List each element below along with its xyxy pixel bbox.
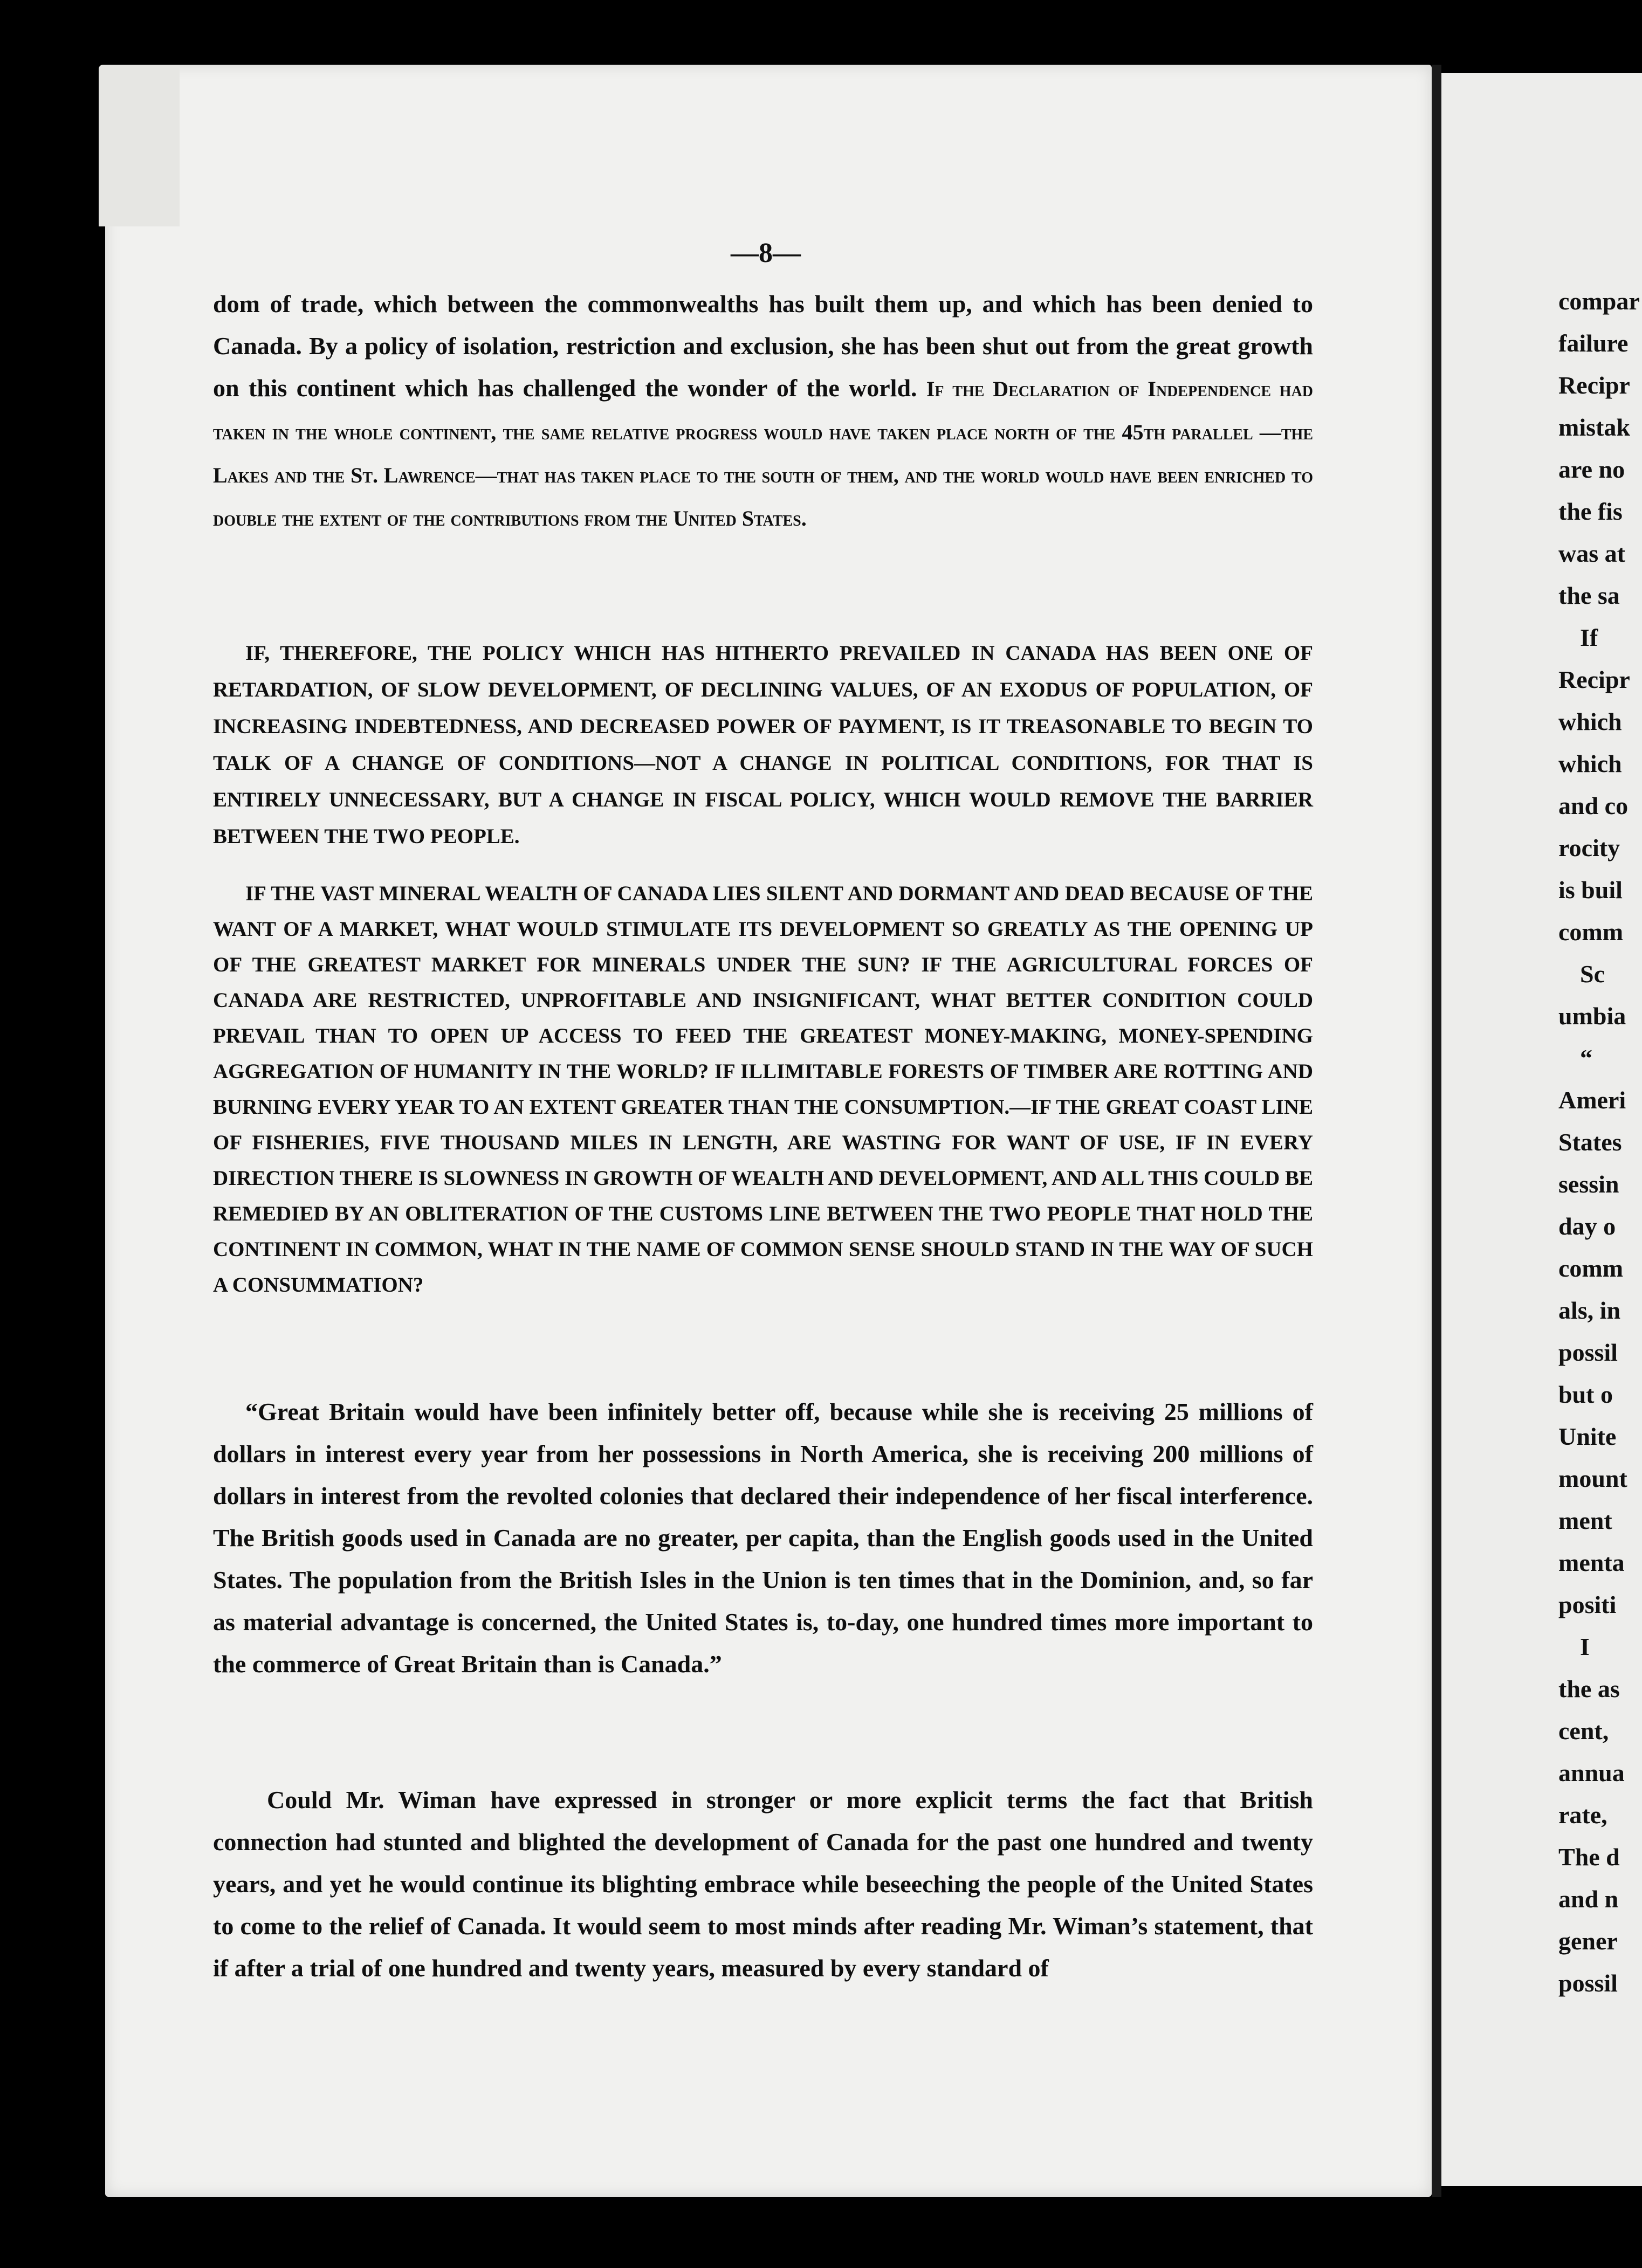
right-column-line: sessin — [1558, 1170, 1619, 1198]
right-column-line: Sc — [1580, 960, 1605, 988]
paragraph-4-quote: “Great Britain would have been infinitely better off, because while she is receiving 25 millions of dollars in interest every year from her possessions in North America, she is receiving 200 millions of dollars in interest from the revolted colonies that declared their independence of her fiscal interference. The British goods used in Canada are no greater, per capita, than the English goods used in the United States. The population from the British Isles in the Union is ten times that in the Dominion, and, so far as material advantage is concerned, the United States is, to-day, one hundred times more important to the commerce of Great Britain than is Canada.” — [213, 1398, 1313, 1678]
right-column-line: ment — [1558, 1507, 1612, 1534]
paragraph-1-emphasis: If the Declaration of Independence had taken in the whole continent, the same relative progress would have taken place north of the 45th parallel —the Lakes and the St. Lawrence—that has taken place to the south of them, and the world would have been enriched to double the extent of the contributions from the United States. — [213, 377, 1314, 530]
right-column-line: and n — [1558, 1885, 1619, 1913]
right-column-line: mount — [1558, 1465, 1627, 1492]
right-column-line: “ — [1580, 1044, 1592, 1072]
paragraph-2: IF, THEREFORE, THE POLICY WHICH HAS HITHERTO PREVAILED IN CANADA HAS BEEN ONE OF RETARDATION, OF SLOW DEVELOPMENT, OF DECLINING VALUES, OF AN EXODUS OF POPULATION, OF INCREASING INDEBTEDNESS, AND DECREASED POWER OF PAYMENT, IS IT TREASONABLE TO BEGIN TO TALK OF A CHANGE OF CONDITIONS—NOT A CHANGE IN POLITICAL CONDITIONS, FOR THAT IS ENTIRELY UNNECESSARY, BUT A CHANGE IN FISCAL POLICY, WHICH WOULD REMOVE THE BARRIER BETWEEN THE TWO PEOPLE. — [213, 642, 1313, 848]
paragraph-5: Could Mr. Wiman have expressed in stronger or more explicit terms the fact that British connection had stunted and blighted the development of Canada for the past one hundred and twenty years, and yet he would continue its blighting embrace while beseeching the people of the United States to come to the relief of Canada. It would seem to most minds after reading Mr. Wiman’s statement, that if after a trial of one hundred and twenty years, measured by every standard of — [213, 1786, 1313, 1982]
right-column-line: the as — [1558, 1675, 1620, 1702]
right-column-line: compar — [1558, 287, 1640, 315]
paragraph-1-text: dom of trade, which between the commonwealths has built them up, and which has been denied to Canada. By a policy of isolation, restriction and exclusion, she has been shut out from the great growth on this continent which has challenged the wonder of the world. — [213, 290, 1313, 402]
right-column-line: umbia — [1558, 1002, 1626, 1030]
right-column-line: mistak — [1558, 413, 1630, 441]
right-column-line: The d — [1558, 1843, 1620, 1871]
right-column-line: Unite — [1558, 1423, 1617, 1450]
right-column-line: Recipr — [1558, 371, 1630, 399]
right-column-line: gener — [1558, 1927, 1618, 1955]
right-column-line: is buil — [1558, 876, 1623, 904]
right-column-line: If — [1580, 624, 1598, 651]
right-column-line: possil — [1558, 1969, 1618, 1997]
right-column-line: annua — [1558, 1759, 1625, 1787]
right-column-line: the sa — [1558, 582, 1620, 609]
right-column-line: Ameri — [1558, 1086, 1626, 1114]
page-number: —8— — [731, 238, 801, 268]
right-column-line: menta — [1558, 1549, 1625, 1576]
right-column-line: but o — [1558, 1381, 1613, 1408]
right-column-line: rocity — [1558, 834, 1620, 861]
right-column-line: I — [1580, 1633, 1590, 1660]
right-column-fragments — [1558, 280, 1642, 2004]
right-column-line: States — [1558, 1128, 1622, 1156]
right-column-line: possil — [1558, 1339, 1618, 1366]
right-column-line: are no — [1558, 456, 1625, 483]
right-column-line: positi — [1558, 1591, 1617, 1618]
right-column-line: which — [1558, 750, 1622, 777]
right-column-line: and co — [1558, 792, 1629, 819]
right-column-line: als, in — [1558, 1297, 1621, 1324]
page-gutter — [1432, 65, 1441, 2197]
right-column-line: failure — [1558, 329, 1629, 357]
paragraph-1 — [213, 283, 1313, 540]
paragraph-3: IF THE VAST MINERAL WEALTH OF CANADA LIES SILENT AND DORMANT AND DEAD BECAUSE OF THE WANT OF A MARKET, WHAT WOULD STIMULATE ITS DEVELOPMENT SO GREATLY AS THE OPENING UP OF THE GREATEST MARKET FOR MINERALS UNDER THE SUN? IF THE AGRICULTURAL FORCES OF CANADA ARE RESTRICTED, UNPROFITABLE AND INSIGNIFICANT, WHAT BETTER CONDITION COULD PREVAIL THAN TO OPEN UP ACCESS TO FEED THE GREATEST MONEY-MAKING, MONEY-SPENDING AGGREGATION OF HUMANITY IN THE WORLD? IF ILLIMITABLE FORESTS OF TIMBER ARE ROTTING AND BURNING EVERY YEAR TO AN EXTENT GREATER THAN THE CONSUMPTION.—IF THE GREAT COAST LINE OF FISHERIES, FIVE THOUSAND MILES IN LENGTH, ARE WASTING FOR WANT OF USE, IF IN EVERY DIRECTION THERE IS SLOWNESS IN GROWTH OF WEALTH AND DEVELOPMENT, AND ALL THIS COULD BE REMEDIED BY AN OBLITERATION OF THE CUSTOMS LINE BETWEEN THE TWO PEOPLE THAT HOLD THE CONTINENT IN COMMON, WHAT IN THE NAME OF COMMON SENSE SHOULD STAND IN THE WAY OF SUCH A CONSUMMATION? — [213, 882, 1313, 1297]
right-column-line: the fis — [1558, 498, 1623, 525]
right-column-line: day o — [1558, 1212, 1616, 1240]
right-column-line: cent, — [1558, 1717, 1609, 1745]
right-column-line: Recipr — [1558, 666, 1630, 693]
right-column-line: rate, — [1558, 1801, 1607, 1829]
right-column-line: which — [1558, 708, 1622, 735]
right-column-line: comm — [1558, 918, 1624, 946]
right-column-line: was at — [1558, 540, 1625, 567]
right-column-line: comm — [1558, 1254, 1624, 1282]
